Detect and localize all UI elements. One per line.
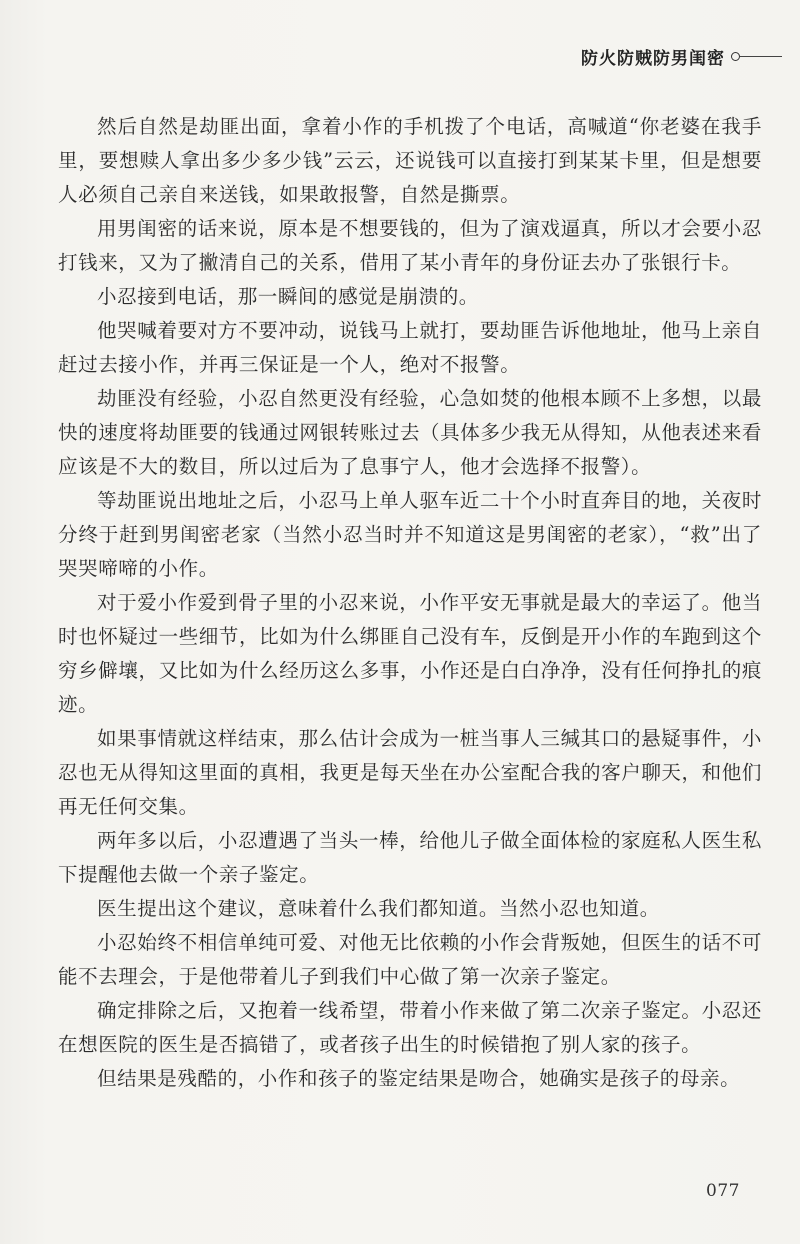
paragraph: 劫匪没有经验，小忍自然更没有经验，心急如焚的他根本顾不上多想，以最快的速度将劫匪要的钱通过网银转账过去（具体多少我无从得知，从他表述来看应该是不大的数目，所以过后为了息事宁人，他才会选择不报警）。 xyxy=(58,387,762,478)
paragraph: 对于爱小作爱到骨子里的小忍来说，小作平安无事就是最大的幸运了。他当时也怀疑过一些细节，比如为什么绑匪自己没有车，反倒是开小作的车跑到这个穷乡僻壤，又比如为什么经历这么多事，小作还是白白净净，没有任何挣扎的痕迹。 xyxy=(58,591,762,716)
body-text xyxy=(58,110,762,1096)
page-number: 077 xyxy=(706,1181,740,1201)
paragraph: 等劫匪说出地址之后，小忍马上单人驱车近二十个小时直奔目的地，关夜时分终于赶到男闺密老家（当然小忍当时并不知道这是男闺密的老家），“救”出了哭哭啼啼的小作。 xyxy=(58,489,762,580)
paragraph: 然后自然是劫匪出面，拿着小作的手机拨了个电话，高喊道“你老婆在我手里，要想赎人拿出多少多少钱”云云，还说钱可以直接打到某某卡里，但是想要人必须自己亲自来送钱，如果敢报警，自然是撕票。 xyxy=(58,115,762,206)
paragraph: 医生提出这个建议，意味着什么我们都知道。当然小忍也知道。 xyxy=(97,897,660,920)
paragraph: 他哭喊着要对方不要冲动，说钱马上就打，要劫匪告诉他地址，他马上亲自赶过去接小作，并再三保证是一个人，绝对不报警。 xyxy=(58,319,762,376)
running-header-title: 防火防贼防男闺密 xyxy=(581,49,725,69)
paragraph: 但结果是残酷的，小作和孩子的鉴定结果是吻合，她确实是孩子的母亲。 xyxy=(97,1067,741,1090)
running-header xyxy=(581,44,782,69)
paragraph: 小忍始终不相信单纯可爱、对他无比依赖的小作会背叛她，但医生的话不可能不去理会，于是他带着儿子到我们中心做了第一次亲子鉴定。 xyxy=(58,931,762,988)
circle-line-ornament-icon xyxy=(731,52,782,61)
paragraph: 用男闺密的话来说，原本是不想要钱的，但为了演戏逼真，所以才会要小忍打钱来，又为了撇清自己的关系，借用了某小青年的身份证去办了张银行卡。 xyxy=(58,217,762,274)
paragraph: 确定排除之后，又抱着一线希望，带着小作来做了第二次亲子鉴定。小忍还在想医院的医生是否搞错了，或者孩子出生的时候错抱了别人家的孩子。 xyxy=(58,999,762,1056)
paragraph: 如果事情就这样结束，那么估计会成为一桩当事人三缄其口的悬疑事件，小忍也无从得知这里面的真相，我更是每天坐在办公室配合我的客户聊天，和他们再无任何交集。 xyxy=(58,727,762,818)
paragraph: 小忍接到电话，那一瞬间的感觉是崩溃的。 xyxy=(97,285,479,308)
paragraph: 两年多以后，小忍遭遇了当头一棒，给他儿子做全面体检的家庭私人医生私下提醒他去做一个亲子鉴定。 xyxy=(58,829,762,886)
